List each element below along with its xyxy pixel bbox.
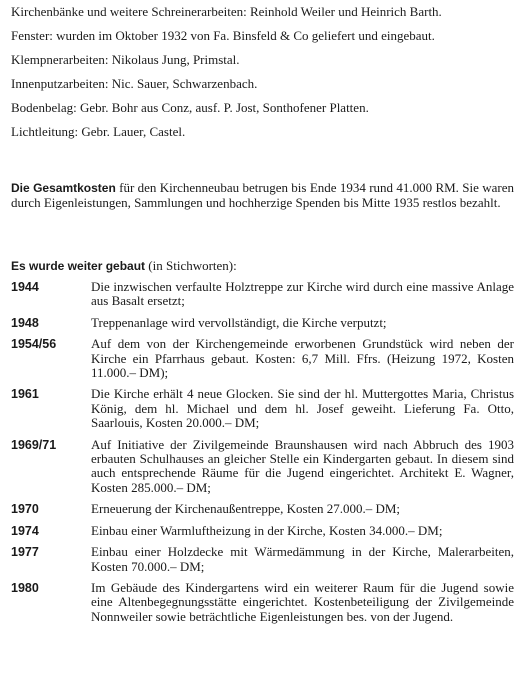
chronicle-entry — [11, 545, 514, 574]
entry-text: Erneuerung der Kirchenaußentreppe, Kosten 27.000.– DM; — [91, 501, 401, 517]
entry-year: 1970 — [11, 502, 39, 517]
entry-year: 1969/71 — [11, 437, 57, 452]
chronicle-heading — [11, 258, 514, 274]
chronicle-heading-rest: (in Stichworten): — [145, 258, 237, 273]
entry-year: 1980 — [11, 580, 39, 595]
chronicle-entry — [11, 316, 514, 330]
total-costs-label: Die Gesamtkosten — [11, 181, 116, 195]
credit-line: Lichtleitung: Gebr. Lauer, Castel. — [11, 124, 186, 139]
credit-line: Klempnerarbeiten: Nikolaus Jung, Primstal. — [11, 52, 240, 67]
chronicle-entry — [11, 280, 514, 309]
entry-year: 1948 — [11, 315, 39, 330]
credit-line: Kirchenbänke und weitere Schreinerarbeiten: Reinhold Weiler und Heinrich Barth. — [11, 4, 442, 19]
entry-year: 1954/56 — [11, 337, 57, 352]
entry-year: 1977 — [11, 545, 39, 560]
entry-text: Einbau einer Warmluftheizung in der Kirche, Kosten 34.000.– DM; — [91, 522, 443, 538]
entry-text: Auf dem von der Kirchengemeinde erworbenen Grundstück wird neben der Kirche ein Pfarrhaus gebaut. Kosten: 6,7 Mill. Ffrs. (Heizung 1972, Kosten 11.000.– DM); — [91, 336, 514, 381]
credit-line: Innenputzarbeiten: Nic. Sauer, Schwarzenbach. — [11, 76, 258, 91]
document-page — [11, 4, 514, 631]
entry-text: Die inzwischen verfaulte Holztreppe zur Kirche wird durch eine massive Anlage aus Basalt ersetzt; — [91, 279, 514, 309]
entry-year: 1944 — [11, 280, 39, 294]
chronicle-heading-bold: Es wurde weiter gebaut — [11, 259, 146, 273]
chronicle-entry — [11, 502, 514, 516]
entry-text: Die Kirche erhält 4 neue Glocken. Sie sind der hl. Muttergottes Maria, Christus König, dem hl. Michael und dem hl. Josef geweiht. Lieferung Fa. Otto, Saarlouis, Kosten 20.000.– DM; — [91, 386, 514, 431]
chronicle-entry — [11, 581, 514, 624]
chronicle-entry — [11, 524, 514, 538]
chronicle-list — [11, 280, 514, 624]
credits-list — [11, 4, 514, 148]
entry-year: 1974 — [11, 523, 39, 538]
credit-line: Fenster: wurden im Oktober 1932 von Fa. Binsfeld & Co geliefert und eingebaut. — [11, 28, 435, 43]
total-costs-text: für den Kirchenneubau betrugen bis Ende 1934 rund 41.000 RM. Sie waren durch Eigenleistungen, Sammlungen und hochherzige Spenden bis Mitte 1935 restlos bezahlt. — [11, 180, 514, 210]
entry-year: 1961 — [11, 387, 39, 402]
chronicle-entry — [11, 387, 514, 430]
chronicle-entry — [11, 337, 514, 380]
chronicle-entry — [11, 438, 514, 496]
entry-text: Einbau einer Holzdecke mit Wärmedämmung in der Kirche, Malerarbeiten, Kosten 70.000.– DM; — [91, 544, 514, 574]
entry-text: Treppenanlage wird vervollständigt, die Kirche verputzt; — [91, 314, 387, 330]
entry-text: Auf Initiative der Zivilgemeinde Braunshausen wird nach Abbruch des 1903 erbauten Schulhauses an gleicher Stelle ein Kindergarten gebaut. In diesem sind auch entsprechende Räume für die Jugend eingerichtet. Architekt E. Wagner, Kosten 285.000.– DM; — [91, 436, 514, 495]
entry-text: Im Gebäude des Kindergartens wird ein weiterer Raum für die Jugend sowie eine Altenbegegnungsstätte eingerichtet. Kostenbeteiligung der Zivilgemeinde Nonnweiler sowie beträchtliche Eigenleistungen bes. von der Jugend. — [91, 579, 514, 624]
credit-line: Bodenbelag: Gebr. Bohr aus Conz, ausf. P. Jost, Sonthofener Platten. — [11, 100, 369, 115]
total-costs-paragraph — [11, 181, 514, 210]
